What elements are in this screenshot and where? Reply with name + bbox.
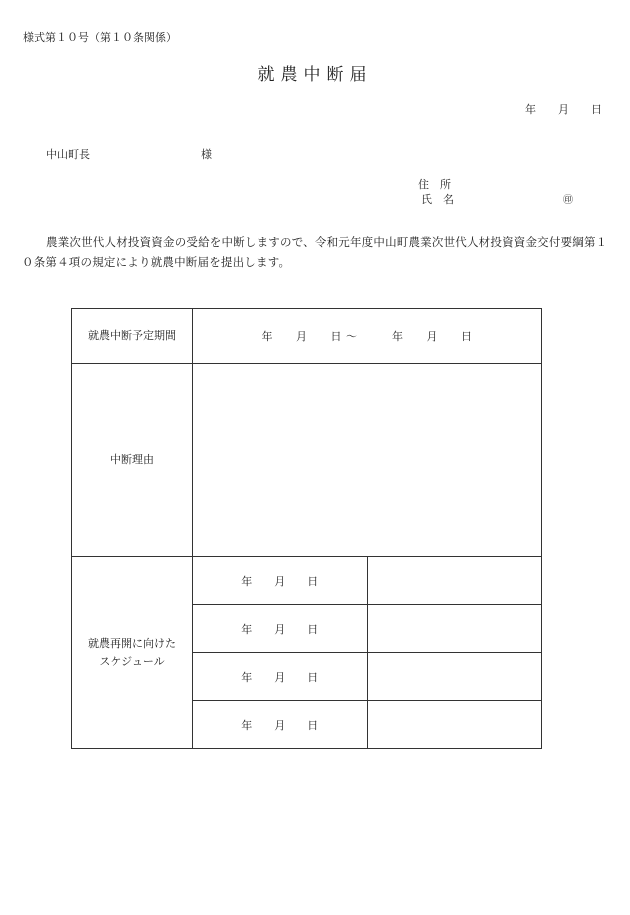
schedule-date-field[interactable]: 年 月 日: [193, 557, 368, 605]
schedule-label-line-2: スケジュール: [99, 654, 165, 668]
schedule-date-field[interactable]: 年 月 日: [193, 605, 368, 653]
schedule-content-field[interactable]: [367, 701, 542, 749]
submission-date: 年 月 日: [525, 103, 602, 116]
address-label: 住 所: [418, 178, 451, 191]
body-paragraph: 農業次世代人材投資資金の受給を中断しますので、令和元年度中山町農業次世代人材投資資金交付要綱第１０条第４項の規定により就農中断届を提出します。: [22, 235, 608, 269]
recipient-name: 中山町長: [46, 148, 90, 161]
period-label: 就農中断予定期間: [72, 309, 193, 364]
schedule-label-line-1: 就農再開に向けた: [88, 636, 176, 650]
seal-mark: ㊞: [563, 195, 573, 206]
table-row-period: [72, 309, 542, 364]
schedule-date-field[interactable]: 年 月 日: [193, 701, 368, 749]
schedule-content-field[interactable]: [367, 605, 542, 653]
schedule-content-field[interactable]: [367, 557, 542, 605]
schedule-label: [72, 557, 193, 749]
reason-label: 中断理由: [72, 364, 193, 557]
recipient-honorific: 様: [201, 148, 212, 161]
period-field[interactable]: 年 月 日 ～ 年 月 日: [193, 309, 542, 364]
table-row-schedule: [72, 557, 542, 605]
document-title: 就農中断届: [257, 65, 373, 85]
name-label: 氏 名: [421, 193, 454, 206]
table-row-reason: [72, 364, 542, 557]
schedule-content-field[interactable]: [367, 653, 542, 701]
form-number: 様式第１０号（第１０条関係）: [23, 31, 177, 44]
reason-field[interactable]: [193, 364, 542, 557]
form-table: [71, 308, 542, 749]
schedule-date-field[interactable]: 年 月 日: [193, 653, 368, 701]
